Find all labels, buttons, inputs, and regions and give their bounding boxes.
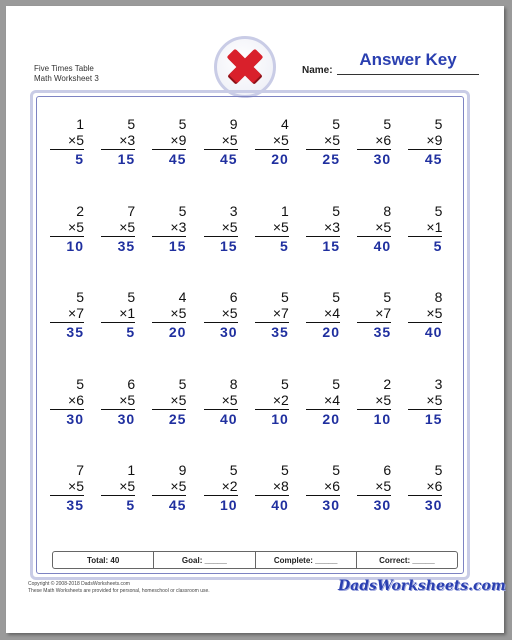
problem <box>300 116 340 167</box>
multiplicand: 5 <box>127 116 136 132</box>
multiplicand: 5 <box>76 289 84 305</box>
problem <box>44 376 84 427</box>
answer-rule <box>50 322 84 323</box>
multiplicand: 8 <box>229 375 238 392</box>
problem <box>146 289 186 340</box>
answer: 10 <box>220 497 238 513</box>
answer: 45 <box>168 497 187 513</box>
problem <box>146 116 186 167</box>
multiplier: ×5 <box>170 478 187 494</box>
answer-rule <box>357 495 391 496</box>
problem <box>249 376 289 427</box>
problem <box>351 462 391 513</box>
multiplicand: 5 <box>229 462 238 478</box>
problem <box>402 203 442 254</box>
multiplicand: 6 <box>229 289 238 305</box>
multiplicand: 7 <box>127 202 136 219</box>
answer: 35 <box>373 324 392 340</box>
answer: 30 <box>117 410 136 427</box>
multiplier: ×5 <box>119 218 136 235</box>
answer-rule <box>204 495 238 496</box>
answer-rule <box>101 322 135 323</box>
multiplier: ×3 <box>324 218 340 235</box>
problem <box>300 203 340 254</box>
answer-rule <box>101 495 135 496</box>
multiplicand: 5 <box>383 289 392 305</box>
answer: 35 <box>117 237 136 254</box>
answer-rule <box>50 409 84 410</box>
multiplier: ×7 <box>375 305 392 321</box>
answer-rule <box>101 149 135 150</box>
logo-badge <box>214 36 276 98</box>
answer-rule <box>204 322 238 323</box>
problem <box>198 116 238 167</box>
answer: 40 <box>373 237 392 254</box>
problem <box>198 462 238 513</box>
problem <box>146 376 186 427</box>
answer: 5 <box>126 497 136 513</box>
multiplier: ×9 <box>170 132 187 148</box>
multiplier: ×7 <box>68 305 84 321</box>
problem <box>146 203 186 254</box>
copyright-notice <box>28 581 210 595</box>
problem <box>300 376 340 427</box>
answer: 30 <box>373 151 392 167</box>
problem <box>95 289 135 340</box>
answer: 15 <box>117 151 136 167</box>
multiplier: ×4 <box>324 391 340 408</box>
multiplicand: 3 <box>434 375 443 392</box>
problem <box>95 203 135 254</box>
multiplier: ×5 <box>272 218 289 235</box>
answer: 20 <box>271 151 289 167</box>
multiplicand: 5 <box>434 116 443 132</box>
multiplier: ×5 <box>375 391 392 408</box>
answer-rule <box>255 322 289 323</box>
answer: 30 <box>424 497 443 513</box>
answer-rule <box>408 149 442 150</box>
copyright-line-2: These Math Worksheets are provided for personal, homeschool or classroom use. <box>28 588 210 594</box>
problem <box>198 376 238 427</box>
multiplier: ×5 <box>426 391 443 408</box>
answer: 25 <box>322 151 340 167</box>
answer-rule <box>408 495 442 496</box>
worksheet-title <box>34 64 99 84</box>
answer: 25 <box>168 410 187 427</box>
answer: 10 <box>271 410 289 427</box>
multiplier: ×8 <box>272 478 289 494</box>
answer: 30 <box>373 497 392 513</box>
answer-rule <box>101 409 135 410</box>
multiplier: ×5 <box>221 132 238 148</box>
multiplier: ×6 <box>68 391 84 408</box>
answer-rule <box>357 149 391 150</box>
multiplicand: 5 <box>178 116 187 132</box>
score-footer <box>52 551 458 569</box>
answer-rule <box>152 149 186 150</box>
name-label: Name: <box>302 65 333 76</box>
multiplier: ×4 <box>324 305 340 321</box>
answer-rule <box>255 409 289 410</box>
multiplier: ×7 <box>272 305 289 321</box>
answer: 5 <box>433 237 443 254</box>
problem <box>95 376 135 427</box>
problem <box>402 116 442 167</box>
answer-rule <box>255 495 289 496</box>
multiplicand: 5 <box>127 289 136 305</box>
answer: 5 <box>280 237 289 254</box>
answer: 15 <box>322 237 340 254</box>
correct-cell: Correct: _____ <box>379 555 435 565</box>
problem <box>198 203 238 254</box>
problem <box>351 116 391 167</box>
multiplier: ×6 <box>324 478 340 494</box>
problem <box>300 462 340 513</box>
multiplicand: 7 <box>76 462 84 478</box>
multiplier: ×5 <box>324 132 340 148</box>
answer-rule <box>50 149 84 150</box>
multiplier: ×5 <box>119 391 136 408</box>
multiplicand: 5 <box>178 202 187 219</box>
multiplicand: 6 <box>127 375 136 392</box>
answer: 15 <box>168 237 187 254</box>
multiplier: ×2 <box>221 478 238 494</box>
answer: 30 <box>322 497 340 513</box>
multiplier: ×2 <box>272 391 289 408</box>
problem <box>198 289 238 340</box>
answer: 45 <box>220 151 238 167</box>
multiplicand: 5 <box>434 202 443 219</box>
problem <box>44 289 84 340</box>
answer: 5 <box>75 151 84 167</box>
answer-rule <box>255 236 289 237</box>
problem <box>249 116 289 167</box>
multiplicand: 5 <box>281 462 289 478</box>
title-line-2: Math Worksheet 3 <box>34 74 99 83</box>
multiplicand: 9 <box>178 462 187 478</box>
problem <box>44 462 84 513</box>
multiplicand: 5 <box>383 116 392 132</box>
answer: 40 <box>271 497 289 513</box>
multiplicand: 5 <box>76 375 84 392</box>
multiplier: ×9 <box>426 132 443 148</box>
answer-rule <box>204 149 238 150</box>
answer-rule <box>50 236 84 237</box>
multiplier: ×5 <box>375 218 392 235</box>
answer: 45 <box>168 151 187 167</box>
answer: 20 <box>322 410 340 427</box>
multiplicand: 6 <box>383 462 392 478</box>
multiplicand: 5 <box>332 202 340 219</box>
multiplier: ×5 <box>221 391 238 408</box>
multiplicand: 5 <box>281 289 289 305</box>
problem <box>351 203 391 254</box>
goal-cell: Goal: _____ <box>154 552 255 568</box>
multiplicand: 1 <box>76 116 84 132</box>
multiplicand: 4 <box>281 116 289 132</box>
answer: 45 <box>424 151 443 167</box>
problem <box>402 376 442 427</box>
total-cell: Total: 40 <box>53 552 154 568</box>
multiplicand: 5 <box>332 116 340 132</box>
multiplicand: 3 <box>229 202 238 219</box>
multiplicand: 9 <box>229 116 238 132</box>
multiplier: ×5 <box>170 305 187 321</box>
multiplier: ×3 <box>119 132 136 148</box>
answer: 35 <box>66 497 84 513</box>
multiplier: ×1 <box>119 305 136 321</box>
answer: 15 <box>220 237 238 254</box>
answer-rule <box>306 236 340 237</box>
answer-rule <box>152 409 186 410</box>
multiplicand: 5 <box>332 375 340 392</box>
answer-rule <box>101 236 135 237</box>
answer-rule <box>357 409 391 410</box>
multiplicand: 8 <box>434 289 443 305</box>
multiplier: ×5 <box>68 218 84 235</box>
multiplier: ×5 <box>68 132 84 148</box>
multiplicand: 2 <box>76 202 84 219</box>
multiplier: ×5 <box>272 132 289 148</box>
answer: 40 <box>220 410 238 427</box>
complete-cell: Complete: _____ <box>256 552 357 568</box>
answer: 15 <box>424 410 443 427</box>
answer-rule <box>408 409 442 410</box>
multiplier: ×5 <box>170 391 187 408</box>
name-line <box>337 74 479 75</box>
problem <box>44 116 84 167</box>
title-line-1: Five Times Table <box>34 64 94 73</box>
problem <box>249 289 289 340</box>
answer-rule <box>152 322 186 323</box>
answer-rule <box>408 322 442 323</box>
problem <box>249 203 289 254</box>
multiplicand: 5 <box>332 462 340 478</box>
multiplier: ×5 <box>221 305 238 321</box>
answer-rule <box>306 495 340 496</box>
problem <box>351 376 391 427</box>
multiplier: ×5 <box>375 478 392 494</box>
multiplicand: 4 <box>178 289 187 305</box>
multiplicand: 5 <box>332 289 340 305</box>
answer-key-text: Answer Key <box>359 50 457 69</box>
answer-rule <box>306 409 340 410</box>
multiplier: ×5 <box>221 218 238 235</box>
multiplicand: 5 <box>178 375 187 392</box>
answer-rule <box>152 236 186 237</box>
answer-rule <box>357 236 391 237</box>
multiplier: ×5 <box>426 305 443 321</box>
answer: 10 <box>66 237 84 254</box>
answer: 35 <box>66 324 84 340</box>
problem <box>95 116 135 167</box>
answer-rule <box>204 236 238 237</box>
problem <box>402 289 442 340</box>
answer-rule <box>50 495 84 496</box>
answer-rule <box>255 149 289 150</box>
answer-rule <box>152 495 186 496</box>
problem <box>402 462 442 513</box>
answer: 40 <box>424 324 443 340</box>
problem <box>249 462 289 513</box>
red-x-icon <box>223 45 267 89</box>
answer: 5 <box>126 324 136 340</box>
problem <box>44 203 84 254</box>
answer-rule <box>306 322 340 323</box>
multiplier: ×5 <box>119 478 136 494</box>
answer-rule <box>306 149 340 150</box>
multiplier: ×6 <box>426 478 443 494</box>
multiplicand: 8 <box>383 202 392 219</box>
multiplicand: 5 <box>434 462 443 478</box>
problem <box>146 462 186 513</box>
answer-rule <box>357 322 391 323</box>
multiplicand: 1 <box>127 462 136 478</box>
answer: 30 <box>220 324 238 340</box>
multiplier: ×1 <box>426 218 443 235</box>
multiplier: ×3 <box>170 218 187 235</box>
problem <box>300 289 340 340</box>
answer: 35 <box>271 324 289 340</box>
answer: 30 <box>66 410 84 427</box>
problem <box>95 462 135 513</box>
multiplicand: 1 <box>281 202 289 219</box>
answer: 20 <box>168 324 187 340</box>
multiplicand: 5 <box>281 375 289 392</box>
answer-rule <box>204 409 238 410</box>
multiplicand: 2 <box>383 375 392 392</box>
answer-rule <box>408 236 442 237</box>
answer: 20 <box>322 324 340 340</box>
problem <box>351 289 391 340</box>
multiplier: ×5 <box>68 478 84 494</box>
copyright-line-1: Copyright © 2008-2018 DadsWorksheets.com <box>28 581 130 587</box>
brand-logo: DadsWorksheets.com <box>338 578 506 594</box>
multiplier: ×6 <box>375 132 392 148</box>
answer: 10 <box>373 410 392 427</box>
